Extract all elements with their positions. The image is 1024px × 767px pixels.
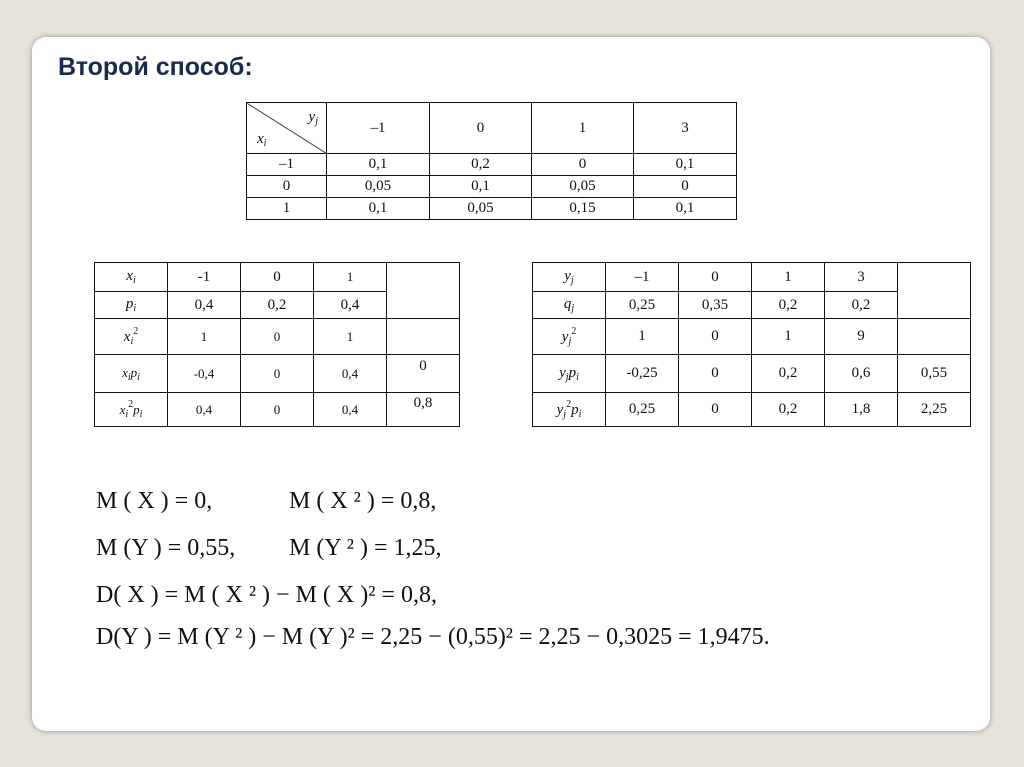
probability-cell: 0,1 bbox=[634, 154, 737, 176]
value-cell: -1 bbox=[168, 263, 241, 292]
corner-cell: $y_j$ $x_i$ bbox=[247, 103, 327, 154]
formula-dx: D( X ) = M ( X ² ) − M ( X )² = 0,8, bbox=[96, 582, 437, 608]
x-value-cell: 0 bbox=[247, 176, 327, 198]
x-value-cell: –1 bbox=[247, 154, 327, 176]
y-value-header: 0 bbox=[430, 103, 532, 154]
table-row bbox=[247, 198, 737, 220]
value-cell: 0,2 bbox=[752, 292, 825, 319]
table-row bbox=[533, 319, 971, 355]
value-cell: 0 bbox=[241, 393, 314, 427]
value-cell: 0,25 bbox=[606, 292, 679, 319]
formula-mx2: M ( X ² ) = 0,8, bbox=[289, 488, 437, 514]
formula-my2: M (Y ² ) = 1,25, bbox=[289, 535, 442, 561]
row-label: $y_j^2p_i$ bbox=[533, 393, 606, 427]
value-cell: 0,4 bbox=[314, 393, 387, 427]
row-label: $x_ip_i$ bbox=[95, 355, 168, 393]
row-label: $p_i$ bbox=[95, 292, 168, 319]
probability-cell: 0,05 bbox=[430, 198, 532, 220]
y-value-header: 3 bbox=[634, 103, 737, 154]
formula-dy: D(Y ) = M (Y ² ) − M (Y )² = 2,25 − (0,55)² = 2,25 − 0,3025 = 1,9475. bbox=[96, 624, 770, 650]
value-cell: 0 bbox=[241, 319, 314, 355]
value-cell: 0,2 bbox=[752, 393, 825, 427]
formula-my: M (Y ) = 0,55, bbox=[96, 535, 236, 561]
row-label: $q_j$ bbox=[533, 292, 606, 319]
value-cell: 0,35 bbox=[679, 292, 752, 319]
value-cell: 0,2 bbox=[241, 292, 314, 319]
probability-cell: 0,15 bbox=[532, 198, 634, 220]
table-row bbox=[533, 355, 971, 393]
value-cell: 0 bbox=[679, 263, 752, 292]
value-cell: 1 bbox=[314, 263, 387, 292]
probability-cell: 0,1 bbox=[430, 176, 532, 198]
value-cell: –1 bbox=[606, 263, 679, 292]
table-row bbox=[247, 176, 737, 198]
probability-cell: 0,1 bbox=[634, 198, 737, 220]
total-cell: 2,25 bbox=[898, 393, 971, 427]
table-row bbox=[533, 393, 971, 427]
probability-cell: 0,05 bbox=[532, 176, 634, 198]
value-cell: 1 bbox=[752, 319, 825, 355]
value-cell: 1 bbox=[314, 319, 387, 355]
table-row bbox=[247, 103, 737, 154]
table-row bbox=[95, 393, 460, 427]
empty-cell bbox=[387, 263, 460, 319]
row-label: $y_j^2$ bbox=[533, 319, 606, 355]
value-cell: 0 bbox=[679, 319, 752, 355]
y-value-header: 1 bbox=[532, 103, 634, 154]
row-label: $y_jp_i$ bbox=[533, 355, 606, 393]
value-cell: 0 bbox=[241, 355, 314, 393]
value-cell: 0,4 bbox=[168, 393, 241, 427]
probability-cell: 0 bbox=[634, 176, 737, 198]
value-cell: 1 bbox=[606, 319, 679, 355]
joint-distribution-table bbox=[246, 102, 737, 220]
formula-mx: M ( X ) = 0, bbox=[96, 488, 213, 514]
value-cell: 0,2 bbox=[825, 292, 898, 319]
row-label: $x_i$ bbox=[95, 263, 168, 292]
probability-cell: 0,2 bbox=[430, 154, 532, 176]
x-value-cell: 1 bbox=[247, 198, 327, 220]
value-cell: 1,8 bbox=[825, 393, 898, 427]
total-cell: 0 bbox=[387, 355, 460, 393]
total-cell: 0,55 bbox=[898, 355, 971, 393]
value-cell: 0,4 bbox=[314, 355, 387, 393]
value-cell: -0,25 bbox=[606, 355, 679, 393]
value-cell: 0 bbox=[241, 263, 314, 292]
value-cell: 0 bbox=[679, 355, 752, 393]
value-cell: 0,4 bbox=[314, 292, 387, 319]
empty-cell bbox=[387, 319, 460, 355]
table-row bbox=[247, 154, 737, 176]
value-cell: 0,4 bbox=[168, 292, 241, 319]
y-distribution-table bbox=[532, 262, 971, 427]
probability-cell: 0 bbox=[532, 154, 634, 176]
probability-cell: 0,1 bbox=[327, 198, 430, 220]
total-cell: 0,8 bbox=[387, 393, 460, 427]
row-label: $x_i^2p_i$ bbox=[95, 393, 168, 427]
value-cell: 1 bbox=[752, 263, 825, 292]
table-row bbox=[95, 263, 460, 292]
value-cell: 3 bbox=[825, 263, 898, 292]
value-cell: 0,6 bbox=[825, 355, 898, 393]
value-cell: 9 bbox=[825, 319, 898, 355]
row-label: $x_i^2$ bbox=[95, 319, 168, 355]
row-label: $y_j$ bbox=[533, 263, 606, 292]
table-row bbox=[95, 355, 460, 393]
empty-cell bbox=[898, 263, 971, 319]
probability-cell: 0,05 bbox=[327, 176, 430, 198]
probability-cell: 0,1 bbox=[327, 154, 430, 176]
table-row bbox=[95, 319, 460, 355]
x-distribution-table bbox=[94, 262, 460, 427]
value-cell: 0 bbox=[679, 393, 752, 427]
value-cell: -0,4 bbox=[168, 355, 241, 393]
value-cell: 1 bbox=[168, 319, 241, 355]
empty-cell bbox=[898, 319, 971, 355]
value-cell: 0,25 bbox=[606, 393, 679, 427]
page-title: Второй способ: bbox=[58, 53, 253, 81]
y-value-header: –1 bbox=[327, 103, 430, 154]
table-row bbox=[533, 263, 971, 292]
value-cell: 0,2 bbox=[752, 355, 825, 393]
